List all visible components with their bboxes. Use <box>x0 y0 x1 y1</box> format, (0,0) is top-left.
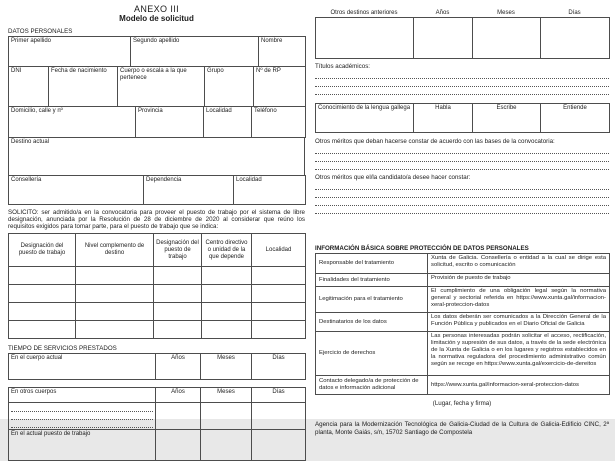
field-label: Conocimiento de la lengua gallega <box>318 105 411 111</box>
titulos-academicos-label: Títulos académicos: <box>315 63 371 70</box>
info-row-value: El cumplimiento de una obligación legal según la normativa general y sectorial referida en https://www.xunta.gal/informacion-xeral-proteccion-datos <box>428 287 610 313</box>
field-num-rp[interactable] <box>254 67 306 107</box>
right-column <box>315 6 609 437</box>
field-label: Localidad <box>206 108 232 114</box>
table-cell[interactable] <box>252 321 306 339</box>
info-row-value: Las personas interesadas podrán solicitar el acceso, rectificación, limitación y supresión de sus datos, a través de la sede electrónica de la Xunta de Galicia o en los lugares y registros establecidos en la normativa reguladora del procedimiento administrativo común según se recoge en https://www.xunta.gal/exercicio-de-dereitos <box>428 332 610 376</box>
field-label: Primer apellido <box>11 38 52 44</box>
col-habla[interactable] <box>414 104 473 133</box>
info-row-label: Destinatarios de los datos <box>316 313 428 332</box>
col-dias[interactable] <box>252 354 306 380</box>
otros-meritos-candidato-label: Otros méritos que el/la candidato/a desee hacer constar: <box>315 174 471 181</box>
table-row <box>9 267 306 285</box>
field-conselleria[interactable] <box>9 176 144 205</box>
table-cell[interactable] <box>154 285 202 303</box>
info-row-value: Xunta de Galicia. Consellería o entidad a la cual se dirige esta solicitud, escrito o comunicación <box>428 254 610 274</box>
col-label: Días <box>272 355 285 362</box>
field-destino-actual[interactable] <box>9 138 305 176</box>
table-cell[interactable] <box>252 267 306 285</box>
table-row <box>9 285 306 303</box>
form-subtitle: Modelo de solicitud <box>119 14 194 23</box>
table-row <box>316 332 610 376</box>
proteccion-datos-title: INFORMACIÓN BÁSICA SOBRE PROTECCIÓN DE DATOS PERSONALES <box>315 245 529 252</box>
col-label: Habla <box>435 105 451 111</box>
table-cell[interactable] <box>252 403 306 430</box>
write-in-line[interactable] <box>315 182 609 190</box>
table-cell[interactable] <box>9 267 76 285</box>
field-cuerpo-actual[interactable] <box>9 354 156 380</box>
col-dias-label: Días <box>568 10 581 16</box>
field-label: Grupo <box>207 68 224 74</box>
table-cell[interactable] <box>154 303 202 321</box>
table-row <box>316 254 610 274</box>
field-otros-cuerpos <box>9 388 156 403</box>
col-anos <box>156 388 201 403</box>
write-in-line[interactable] <box>11 404 153 412</box>
field-label: Destino actual <box>11 139 50 145</box>
write-in-line[interactable] <box>315 206 609 214</box>
tiempo-otros-cuerpos-table <box>8 387 306 461</box>
col-escribe[interactable] <box>473 104 541 133</box>
datos-personales-row2 <box>8 66 306 107</box>
otros-destinos-label: Otros destinos anteriores <box>330 10 398 16</box>
field-label: Domicilio, calle y nº <box>11 108 63 114</box>
field-domicilio[interactable] <box>9 107 136 138</box>
field-label: Segundo apellido <box>133 38 180 44</box>
table-row <box>316 313 610 332</box>
left-column <box>8 4 305 461</box>
info-row-label: Finalidades del tratamiento <box>316 274 428 287</box>
field-label: En el cuerpo actual <box>11 355 63 362</box>
table-cell[interactable] <box>202 303 252 321</box>
lugar-fecha-firma: (Lugar, fecha y firma) <box>432 400 492 407</box>
otros-cuerpos-write-in[interactable] <box>9 403 156 430</box>
write-in-line[interactable] <box>315 71 609 79</box>
write-in-line[interactable] <box>315 198 609 206</box>
puestos-header-designacion: Designación del puesto de trabajo <box>9 234 76 267</box>
field-label: Nombre <box>261 38 283 44</box>
datos-personales-row1 <box>8 36 306 67</box>
table-cell[interactable] <box>76 285 154 303</box>
datos-personales-row4 <box>8 137 305 176</box>
field-localidad[interactable] <box>204 107 252 138</box>
table-cell[interactable] <box>9 303 76 321</box>
col-entiende[interactable] <box>541 104 610 133</box>
otros-destinos-header-row <box>315 10 609 16</box>
proteccion-datos-table <box>315 253 610 395</box>
table-cell[interactable] <box>414 18 473 59</box>
field-label: Fecha de nacimiento <box>51 68 107 74</box>
field-nombre[interactable] <box>259 37 306 67</box>
table-cell[interactable] <box>252 303 306 321</box>
section-datos-personales: DATOS PERSONALES <box>8 28 73 35</box>
table-row <box>316 274 610 287</box>
info-row-value: Los datos deberán ser comunicados a la Dirección General de la Función Pública y publicados en el Diario Oficial de Galicia <box>428 313 610 332</box>
col-label: Años <box>171 389 185 396</box>
col-label: Días <box>272 389 285 396</box>
field-label: Provincia <box>138 108 163 114</box>
table-row <box>316 376 610 395</box>
field-actual-puesto[interactable] <box>9 430 156 461</box>
info-row-label: Contacto delegado/a de protección de datos e información adicional <box>316 376 428 395</box>
write-in-line[interactable] <box>315 162 609 170</box>
datos-personales-row5 <box>8 175 306 205</box>
col-label: Escribe <box>496 105 517 111</box>
table-cell[interactable] <box>473 18 541 59</box>
info-row-value: https://www.xunta.gal/informacion-xeral-proteccion-datos <box>428 376 610 395</box>
field-label: Teléfono <box>254 108 277 114</box>
table-row <box>9 430 306 461</box>
table-cell[interactable] <box>156 430 201 461</box>
puestos-header-localidad: Localidad <box>252 234 306 267</box>
info-row-label: Ejercicio de derechos <box>316 332 428 376</box>
col-label: Meses <box>217 355 235 362</box>
col-anos[interactable] <box>156 354 201 380</box>
table-cell[interactable] <box>202 321 252 339</box>
table-cell[interactable] <box>252 430 306 461</box>
puestos-header-designacion-puesto: Designación del puesto de trabajo <box>154 234 202 267</box>
table-row <box>9 303 306 321</box>
field-primer-apellido[interactable] <box>9 37 131 67</box>
write-in-line[interactable] <box>315 154 609 162</box>
table-cell[interactable] <box>202 285 252 303</box>
table-cell[interactable] <box>202 267 252 285</box>
puestos-header-centro: Centro directivo o unidad de la que depende <box>202 234 252 267</box>
field-dependencia[interactable] <box>144 176 234 205</box>
field-cuerpo-escala[interactable] <box>118 67 205 107</box>
table-cell[interactable] <box>76 303 154 321</box>
otros-meritos-bases-label: Otros méritos que deban hacerse constar de acuerdo con las bases de la convocatoria: <box>315 138 555 145</box>
col-label: Entiende <box>563 105 587 111</box>
field-label: Nº de RP <box>256 68 281 74</box>
form-title: ANEXO III <box>133 4 180 14</box>
table-cell[interactable] <box>154 267 202 285</box>
section-tiempo-servicios: TIEMPO DE SERVICIOS PRESTADOS <box>8 345 117 353</box>
table-cell[interactable] <box>316 18 414 59</box>
table-cell[interactable] <box>9 321 76 339</box>
field-label: En otros cuerpos <box>11 389 57 396</box>
otros-destinos-table <box>315 17 610 59</box>
table-cell[interactable] <box>156 403 201 430</box>
solicito-paragraph: SOLICITO: ser admitido/a en la convocatoria para proveer el puesto de trabajo por el sistema de libre designación, anunciada por la Resolución de 28 de diciembre de 2020 al considerar que reúno los requisitos exigidos para tomar parte, para el puesto de trabajo que se indica: <box>8 209 305 231</box>
write-in-line[interactable] <box>315 87 609 95</box>
agency-footer: Agencia para la Modernización Tecnológica de Galicia-Ciudad de la Cultura de Galicia-Edificio CINC, 2ª planta, Monte Gaiás, s/n, 15702 Santiago de Compostela <box>315 421 609 436</box>
field-label: Dependencia <box>146 177 182 183</box>
field-label: Localidad <box>236 177 262 183</box>
field-lengua-gallega <box>316 104 414 133</box>
puestos-table <box>8 233 306 339</box>
field-provincia[interactable] <box>136 107 204 138</box>
col-meses[interactable] <box>201 354 252 380</box>
table-cell[interactable] <box>201 403 252 430</box>
table-cell[interactable] <box>154 321 202 339</box>
field-label: DNI <box>11 68 22 74</box>
col-label: Años <box>171 355 185 362</box>
field-fecha-nacimiento[interactable] <box>49 67 118 107</box>
field-dni[interactable] <box>9 67 49 107</box>
info-row-label: Responsable del tratamiento <box>316 254 428 274</box>
write-in-line[interactable] <box>315 79 609 87</box>
table-row <box>9 321 306 339</box>
puestos-header-nivel: Nivel complemento de destino <box>76 234 154 267</box>
field-label: Cuerpo o escala a la que pertenece <box>120 68 187 82</box>
datos-personales-row3 <box>8 106 306 138</box>
field-label: Consellería <box>11 177 42 183</box>
info-row-value: Provisión de puesto de trabajo <box>428 274 610 287</box>
field-segundo-apellido[interactable] <box>131 37 259 67</box>
table-cell[interactable] <box>76 321 154 339</box>
table-row <box>9 403 306 430</box>
table-cell[interactable] <box>252 285 306 303</box>
col-meses <box>201 388 252 403</box>
table-cell[interactable] <box>201 430 252 461</box>
field-localidad-conselleria[interactable] <box>234 176 306 205</box>
col-label: Meses <box>217 389 235 396</box>
tiempo-cuerpo-actual-table <box>8 353 306 380</box>
field-label: En el actual puesto de trabajo <box>11 431 91 438</box>
table-cell[interactable] <box>541 18 610 59</box>
col-anos-label: Años <box>435 10 450 16</box>
table-row <box>316 18 610 59</box>
table-cell[interactable] <box>9 285 76 303</box>
field-grupo[interactable] <box>205 67 254 107</box>
field-telefono[interactable] <box>252 107 306 138</box>
lengua-gallega-table <box>315 103 610 133</box>
col-dias <box>252 388 306 403</box>
write-in-line[interactable] <box>11 420 153 428</box>
table-row <box>316 287 610 313</box>
table-cell[interactable] <box>76 267 154 285</box>
info-row-label: Legitimación para el tratamiento <box>316 287 428 313</box>
write-in-line[interactable] <box>11 412 153 420</box>
write-in-line[interactable] <box>315 146 609 154</box>
col-meses-label: Meses <box>497 10 515 16</box>
write-in-line[interactable] <box>315 190 609 198</box>
